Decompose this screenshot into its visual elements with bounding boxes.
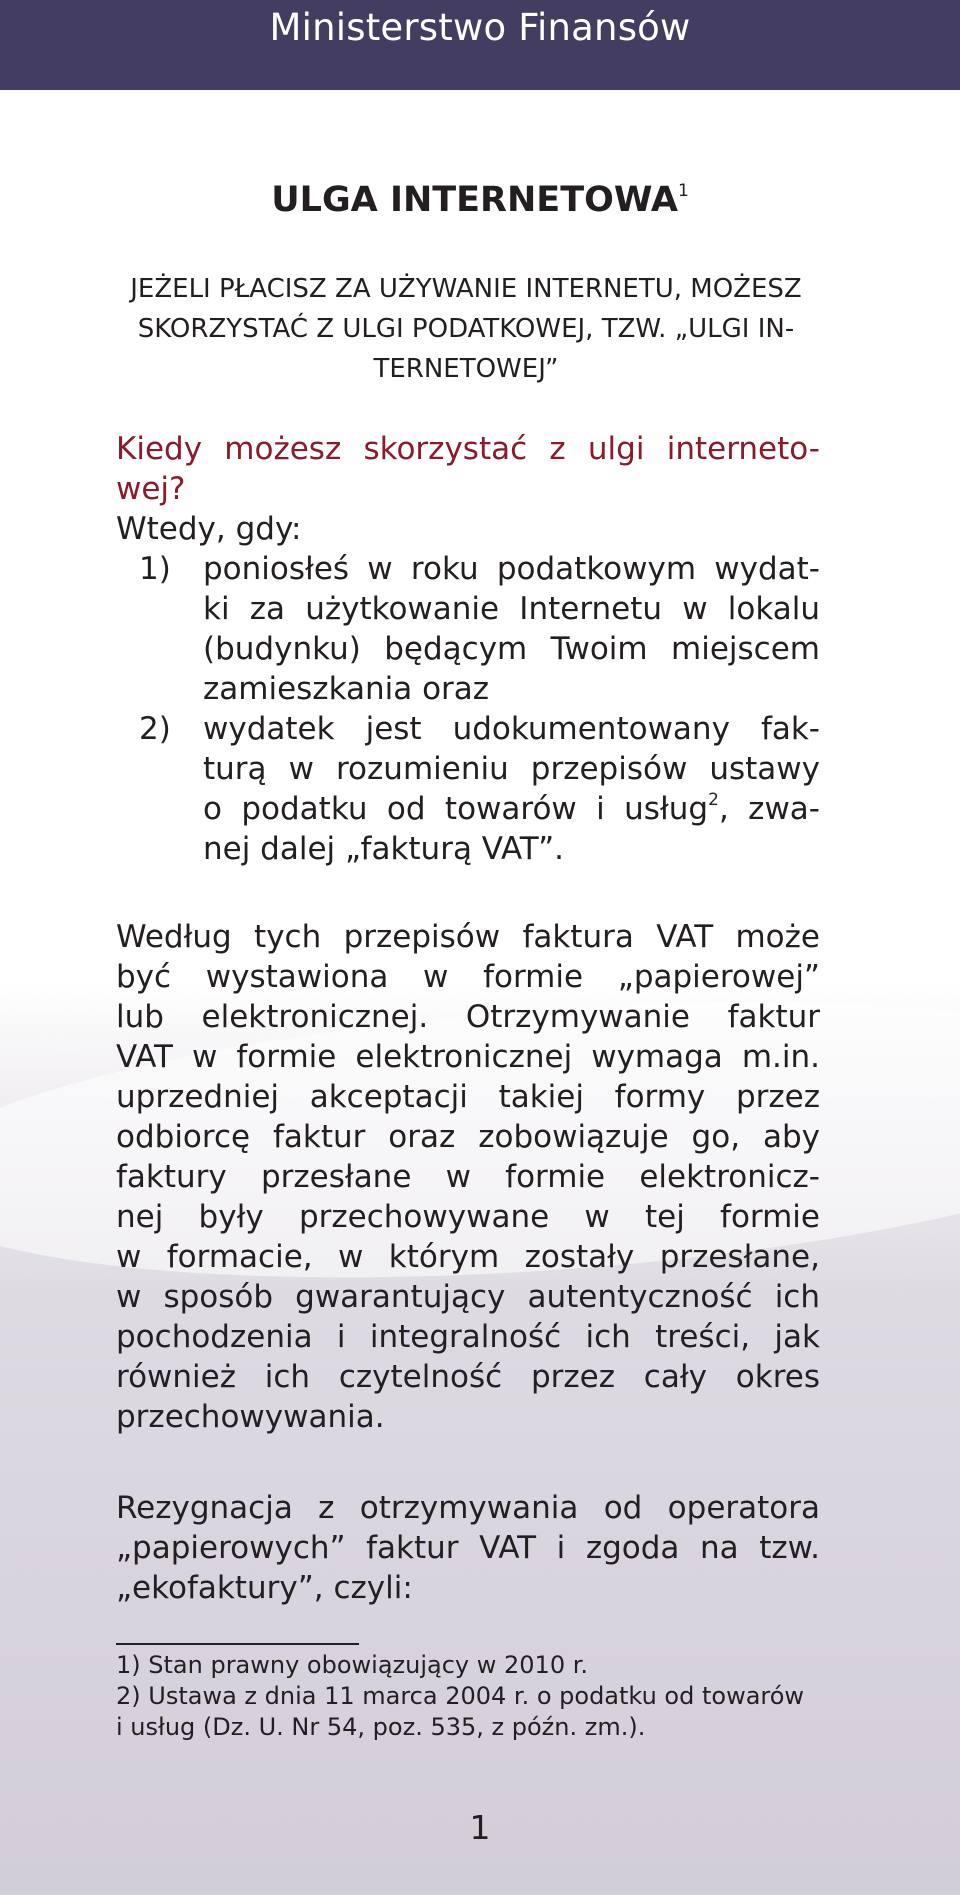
- paragraph-line: być wystawiona w formie „papierowej”: [116, 959, 820, 995]
- intro-caps: [116, 269, 816, 389]
- condition-line: ki za użytkowanie Internetu w lokalu: [203, 591, 820, 627]
- condition-line: [203, 789, 820, 829]
- condition-text: , zwa-: [718, 791, 820, 827]
- paragraph-line: pochodzenia i integralność ich treści, jak: [116, 1319, 820, 1355]
- condition-item: [116, 709, 820, 869]
- paragraph-line: przechowywania.: [116, 1399, 385, 1435]
- conditions-section: [116, 429, 820, 869]
- paragraph-line: VAT w formie elektronicznej wymaga m.in.: [116, 1039, 820, 1075]
- intro-line: JEŻELI PŁACISZ ZA UŻYWANIE INTERNETU, MOŻESZ: [130, 274, 802, 304]
- header-bar: [0, 0, 960, 90]
- when-label: Wtedy, gdy:: [116, 511, 302, 547]
- footnote-line: i usług (Dz. U. Nr 54, poz. 535, z późn. zm.).: [116, 1713, 646, 1741]
- condition-line: turą w rozumieniu przepisów ustawy: [203, 751, 820, 787]
- condition-number: 2): [139, 711, 171, 747]
- paragraph-line: Rezygnacja z otrzymywania od operatora: [116, 1490, 820, 1526]
- intro-line: SKORZYSTAĆ Z ULGI PODATKOWEJ, TZW. „ULGI IN-: [137, 314, 795, 344]
- paragraph-line: uprzedniej akceptacji takiej formy przez: [116, 1079, 820, 1115]
- paragraph-line: faktury przesłane w formie elektronicz-: [116, 1159, 820, 1195]
- paragraph-line: w sposób gwarantujący autentyczność ich: [116, 1279, 820, 1315]
- footnote-separator: [116, 1643, 359, 1645]
- condition-line: nej dalej „fakturą VAT”.: [203, 831, 564, 867]
- page-number: 1: [469, 1808, 491, 1847]
- paragraph-line: Według tych przepisów faktura VAT może: [116, 919, 820, 955]
- condition-text: o podatku od towarów i usług: [203, 791, 709, 827]
- paragraph-ecoinvoice: [116, 1488, 820, 1608]
- footnote-ref: 2: [708, 790, 719, 810]
- paragraph-invoice-rules: [116, 917, 820, 1437]
- footnote-line: 2) Ustawa z dnia 11 marca 2004 r. o podatku od towarów: [116, 1682, 805, 1710]
- document-title: [0, 180, 960, 220]
- condition-number: 1): [139, 551, 171, 587]
- paragraph-line: odbiorcę faktur oraz zobowiązuje go, aby: [116, 1119, 820, 1155]
- footnotes: [116, 1650, 836, 1743]
- condition-line: wydatek jest udokumentowany fak-: [203, 711, 820, 747]
- paragraph-line: również ich czytelność przez cały okres: [116, 1359, 820, 1395]
- footnote-line: 1) Stan prawny obowiązujący w 2010 r.: [116, 1651, 589, 1679]
- paragraph-line: „papierowych” faktur VAT i zgoda na tzw.: [116, 1530, 820, 1566]
- intro-line: TERNETOWEJ”: [373, 354, 559, 384]
- title-footnote-ref: 1: [677, 181, 689, 201]
- paragraph-line: nej były przechowywane w tej formie: [116, 1199, 820, 1235]
- paragraph-line: „ekofaktury”, czyli:: [116, 1570, 413, 1606]
- paragraph-line: w formacie, w którym zostały przesłane,: [116, 1239, 820, 1275]
- condition-item: [116, 549, 820, 709]
- paragraph-line: lub elektronicznej. Otrzymywanie faktur: [116, 999, 820, 1035]
- condition-line: zamieszkania oraz: [203, 671, 490, 707]
- condition-line: (budynku) będącym Twoim miejscem: [203, 631, 820, 667]
- question-line: wej?: [116, 471, 186, 507]
- header-title: Ministerstwo Finansów: [269, 6, 691, 49]
- condition-line: poniosłeś w roku podatkowym wydat-: [203, 551, 820, 587]
- question-line: Kiedy możesz skorzystać z ulgi interneto-: [116, 431, 820, 467]
- title-text: ULGA INTERNETOWA: [271, 180, 678, 220]
